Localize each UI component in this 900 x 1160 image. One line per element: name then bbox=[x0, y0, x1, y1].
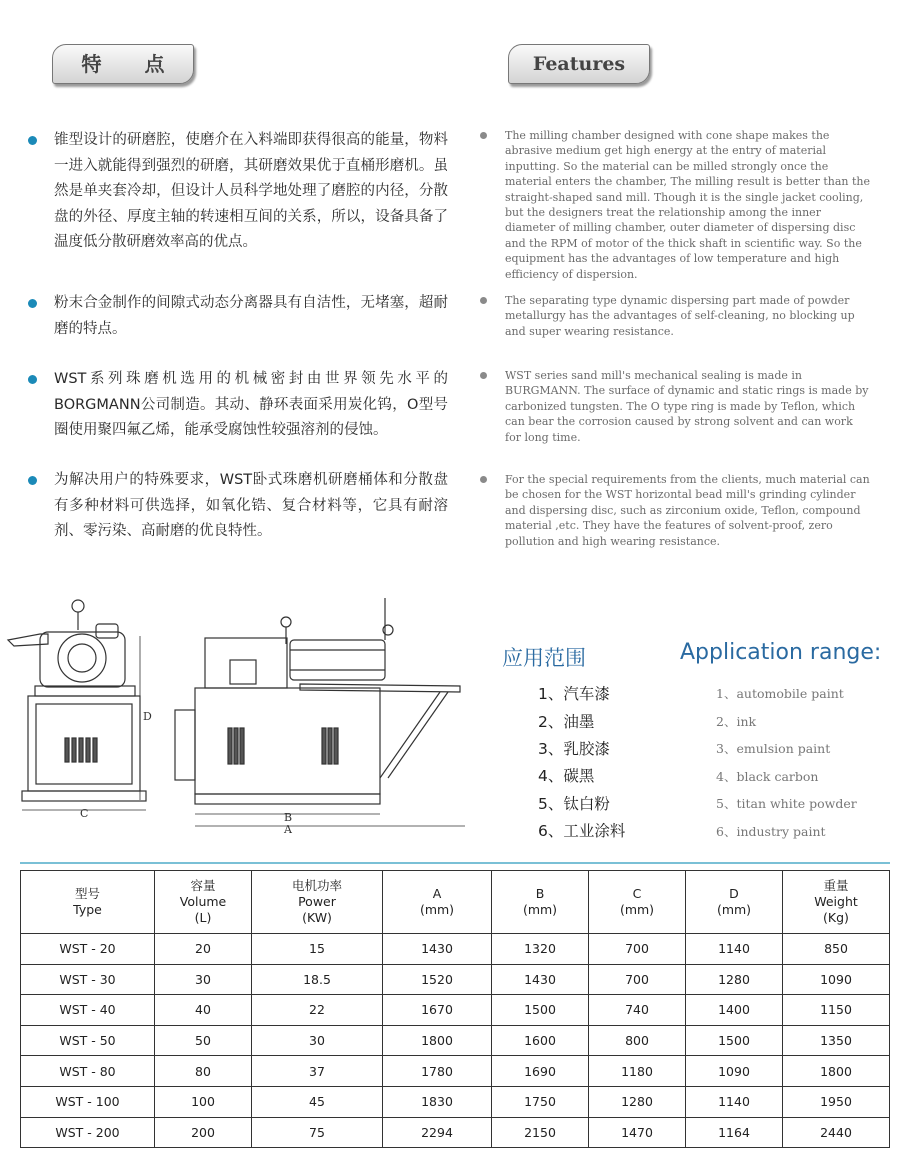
table-cell: 1090 bbox=[686, 1056, 783, 1087]
table-cell: 20 bbox=[155, 934, 252, 965]
table-cell: 37 bbox=[252, 1056, 383, 1087]
table-cell: 75 bbox=[252, 1117, 383, 1148]
table-cell: 1690 bbox=[492, 1056, 589, 1087]
table-cell: 1280 bbox=[686, 964, 783, 995]
features-cn-tab: 特 点 bbox=[52, 44, 194, 84]
table-cell: 1800 bbox=[383, 1025, 492, 1056]
front-view bbox=[8, 600, 146, 810]
table-cell: 50 bbox=[155, 1025, 252, 1056]
application-item-en: 5、titan white powder bbox=[716, 796, 857, 811]
features-en-tab: Features bbox=[508, 44, 650, 84]
table-cell: 200 bbox=[155, 1117, 252, 1148]
table-cell: 1950 bbox=[783, 1086, 890, 1117]
header-a: A (mm) bbox=[383, 871, 492, 934]
table-cell: 1430 bbox=[383, 934, 492, 965]
table-cell: 1280 bbox=[589, 1086, 686, 1117]
bullet-icon bbox=[480, 476, 487, 483]
table-cell: 700 bbox=[589, 934, 686, 965]
dim-label-c: C bbox=[80, 807, 89, 820]
table-cell: 1150 bbox=[783, 995, 890, 1026]
table-header-row bbox=[21, 871, 890, 934]
bullet-icon bbox=[28, 476, 37, 485]
table-cell: 30 bbox=[252, 1025, 383, 1056]
bullet-icon bbox=[480, 132, 487, 139]
feature-en-4: For the special requirements from the clients, much material can be chosen for the WST horizontal bead mill's grinding cylinder and dispersing disc, such as zirconium oxide, Teflon, compound material ,etc. They have the features of solvent-proof, zero pollution and high wearing resistance. bbox=[478, 472, 870, 549]
side-view bbox=[175, 598, 465, 826]
table-cell: 850 bbox=[783, 934, 890, 965]
table-cell: 1090 bbox=[783, 964, 890, 995]
dim-label-d: D bbox=[143, 710, 152, 723]
table-cell: WST - 20 bbox=[21, 934, 155, 965]
feature-en-2: The separating type dynamic dispersing part made of powder metallurgy has the advantages of self-cleaning, no blocking up and super wearing resistance. bbox=[478, 293, 870, 339]
bullet-icon bbox=[480, 372, 487, 379]
table-cell: 40 bbox=[155, 995, 252, 1026]
dim-label-b: B bbox=[284, 811, 293, 824]
table-cell: 2150 bbox=[492, 1117, 589, 1148]
table-row bbox=[21, 1025, 890, 1056]
table-row bbox=[21, 1086, 890, 1117]
bullet-icon bbox=[28, 375, 37, 384]
table-cell: 1350 bbox=[783, 1025, 890, 1056]
table-row bbox=[21, 995, 890, 1026]
application-item-cn: 3、乳胶漆 bbox=[538, 740, 610, 758]
table-cell: WST - 80 bbox=[21, 1056, 155, 1087]
feature-en-3: WST series sand mill's mechanical sealing is made in BURGMANN. The surface of dynamic and static rings is made by carbonized tungsten. The O type ring is made by Teflon, which can bear the corrosion caused by strong solvent and can work for long time. bbox=[478, 368, 870, 445]
table-cell: 1520 bbox=[383, 964, 492, 995]
table-cell: 1800 bbox=[783, 1056, 890, 1087]
spec-table bbox=[20, 870, 890, 1148]
table-cell: 700 bbox=[589, 964, 686, 995]
table-cell: WST - 200 bbox=[21, 1117, 155, 1148]
header-power: 电机功率 Power (KW) bbox=[252, 871, 383, 934]
header-volume: 容量 Volume (L) bbox=[155, 871, 252, 934]
application-item-cn: 6、工业涂料 bbox=[538, 822, 626, 840]
header-d: D (mm) bbox=[686, 871, 783, 934]
table-cell: 22 bbox=[252, 995, 383, 1026]
table-cell: 1750 bbox=[492, 1086, 589, 1117]
table-cell: 1500 bbox=[686, 1025, 783, 1056]
table-cell: 1400 bbox=[686, 995, 783, 1026]
application-item-en: 3、emulsion paint bbox=[716, 741, 831, 756]
table-cell: 80 bbox=[155, 1056, 252, 1087]
table-cell: 1500 bbox=[492, 995, 589, 1026]
table-row bbox=[21, 934, 890, 965]
table-cell: 45 bbox=[252, 1086, 383, 1117]
feature-cn-2: 粉末合金制作的间隙式动态分离器具有自洁性，无堵塞，超耐磨的特点。 bbox=[28, 291, 448, 342]
application-title-cn: 应用范围 bbox=[502, 646, 586, 670]
table-cell: 18.5 bbox=[252, 964, 383, 995]
table-cell: 30 bbox=[155, 964, 252, 995]
application-item-en: 2、ink bbox=[716, 714, 757, 729]
application-item-cn: 1、汽车漆 bbox=[538, 685, 610, 703]
application-item-en: 4、black carbon bbox=[716, 769, 819, 784]
header-weight: 重量 Weight (Kg) bbox=[783, 871, 890, 934]
table-cell: 1320 bbox=[492, 934, 589, 965]
application-item-cn: 4、碳黑 bbox=[538, 767, 595, 785]
application-item-en: 1、automobile paint bbox=[716, 686, 844, 701]
table-row bbox=[21, 1117, 890, 1148]
table-cell: 2294 bbox=[383, 1117, 492, 1148]
bullet-icon bbox=[28, 136, 37, 145]
table-cell: 1140 bbox=[686, 934, 783, 965]
table-cell: WST - 40 bbox=[21, 995, 155, 1026]
bullet-icon bbox=[480, 297, 487, 304]
table-cell: 1470 bbox=[589, 1117, 686, 1148]
table-cell: WST - 50 bbox=[21, 1025, 155, 1056]
table-top-rule bbox=[20, 862, 890, 864]
header-type: 型号 Type bbox=[21, 871, 155, 934]
table-cell: 1430 bbox=[492, 964, 589, 995]
table-cell: 1180 bbox=[589, 1056, 686, 1087]
application-item-cn: 2、油墨 bbox=[538, 713, 595, 731]
dim-label-a: A bbox=[284, 823, 292, 836]
machine-drawing bbox=[0, 588, 470, 838]
table-cell: 800 bbox=[589, 1025, 686, 1056]
bullet-icon bbox=[28, 299, 37, 308]
table-cell: 100 bbox=[155, 1086, 252, 1117]
header-c: C (mm) bbox=[589, 871, 686, 934]
table-cell: 1140 bbox=[686, 1086, 783, 1117]
table-cell: 1600 bbox=[492, 1025, 589, 1056]
table-cell: 2440 bbox=[783, 1117, 890, 1148]
feature-cn-3: WST系列珠磨机选用的机械密封由世界领先水平的BORGMANN公司制造。其动、静环表面采用炭化钨，O型号圈使用聚四氟乙烯，能承受腐蚀性较强溶剂的侵蚀。 bbox=[28, 367, 448, 444]
table-cell: 740 bbox=[589, 995, 686, 1026]
table-row bbox=[21, 964, 890, 995]
table-cell: 1830 bbox=[383, 1086, 492, 1117]
feature-cn-1: 锥型设计的研磨腔，使磨介在入料端即获得很高的能量，物料一进入就能得到强烈的研磨，其研磨效果优于直桶形磨机。虽然是单夹套冷却，但设计人员科学地处理了磨腔的内径，分散盘的外径、厚度主轴的转速相互间的关系，所以，设备具备了温度低分散研磨效率高的优点。 bbox=[28, 128, 448, 256]
table-cell: 1780 bbox=[383, 1056, 492, 1087]
table-cell: WST - 30 bbox=[21, 964, 155, 995]
feature-cn-4: 为解决用户的特殊要求，WST卧式珠磨机研磨桶体和分散盘有多种材料可供选择，如氧化锆、复合材料等，它具有耐溶剂、零污染、高耐磨的优良特性。 bbox=[28, 468, 448, 545]
application-title-en: Application range: bbox=[680, 640, 882, 665]
application-item-en: 6、industry paint bbox=[716, 824, 826, 839]
table-row bbox=[21, 1056, 890, 1087]
table-cell: 1164 bbox=[686, 1117, 783, 1148]
table-cell: 15 bbox=[252, 934, 383, 965]
table-cell: 1670 bbox=[383, 995, 492, 1026]
header-b: B (mm) bbox=[492, 871, 589, 934]
application-item-cn: 5、钛白粉 bbox=[538, 795, 610, 813]
table-cell: WST - 100 bbox=[21, 1086, 155, 1117]
feature-en-1: The milling chamber designed with cone shape makes the abrasive medium get high energy at the entry of material inputting. So the material can be milled strongly once the material enters the chamber, The milling result is better than the straight-shaped sand mill. Though it is the single jacket cooling, but the designers treat the relationship among the inner diameter of milling chamber, outer diameter of dispersing disc and the RPM of motor of the thick shaft in scientific way. So the equipment has the advantages of low temperature and high efficiency of dispersion. bbox=[478, 128, 870, 282]
